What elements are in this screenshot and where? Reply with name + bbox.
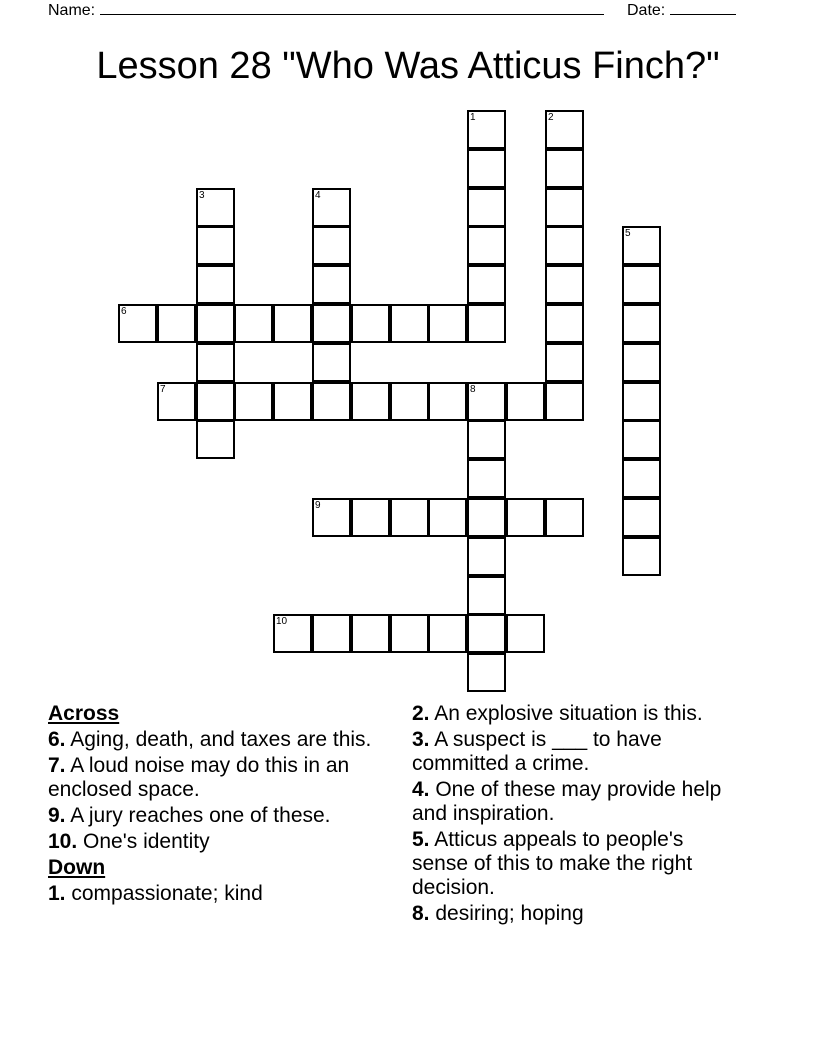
clue-text: desiring; hoping	[429, 902, 584, 925]
grid-cell[interactable]	[506, 498, 545, 537]
grid-cell[interactable]	[196, 265, 235, 304]
grid-cell[interactable]	[390, 382, 429, 421]
clue-text: A suspect is ___ to have committed a crime.	[412, 728, 662, 775]
grid-cell[interactable]	[467, 653, 506, 692]
grid-cell[interactable]	[506, 614, 545, 653]
grid-cell[interactable]	[196, 188, 235, 227]
grid-cell[interactable]	[312, 226, 351, 265]
grid-cell[interactable]	[428, 614, 467, 653]
grid-cell[interactable]	[467, 576, 506, 615]
cell-number: 2	[548, 112, 554, 123]
clue-text: A loud noise may do this in an enclosed space.	[48, 754, 350, 801]
grid-cell[interactable]	[545, 188, 584, 227]
grid-cell[interactable]	[312, 304, 351, 343]
grid-cell[interactable]	[545, 149, 584, 188]
grid-cell[interactable]	[467, 265, 506, 304]
grid-cell[interactable]	[351, 614, 390, 653]
grid-cell[interactable]	[390, 614, 429, 653]
clue-number: 2.	[412, 702, 430, 725]
clue-down-3	[412, 728, 742, 776]
clue-text: One's identity	[77, 830, 210, 853]
clue-text: One of these may provide help and inspiration.	[412, 778, 722, 825]
grid-cell[interactable]	[622, 265, 661, 304]
grid-cell[interactable]	[545, 110, 584, 149]
cell-number: 9	[315, 500, 321, 511]
page-title: Lesson 28 "Who Was Atticus Finch?"	[96, 45, 720, 87]
grid-cell[interactable]	[196, 226, 235, 265]
clues-right-column	[412, 702, 742, 928]
grid-cell[interactable]	[545, 265, 584, 304]
grid-cell[interactable]	[118, 304, 157, 343]
grid-cell[interactable]	[390, 498, 429, 537]
grid-cell[interactable]	[157, 304, 196, 343]
cell-number: 3	[199, 190, 205, 201]
grid-cell[interactable]	[351, 498, 390, 537]
grid-cell[interactable]	[196, 343, 235, 382]
cell-number: 7	[160, 384, 166, 395]
grid-cell[interactable]	[467, 149, 506, 188]
clue-down-2	[412, 702, 742, 726]
grid-cell[interactable]	[506, 382, 545, 421]
cell-number: 8	[470, 384, 476, 395]
grid-cell[interactable]	[273, 614, 312, 653]
grid-cell[interactable]	[428, 304, 467, 343]
clue-text: Atticus appeals to people's sense of this to make the right decision.	[412, 828, 693, 899]
grid-cell[interactable]	[312, 188, 351, 227]
grid-cell[interactable]	[622, 498, 661, 537]
grid-cell[interactable]	[312, 498, 351, 537]
clue-text: compassionate; kind	[65, 882, 263, 905]
grid-cell[interactable]	[467, 226, 506, 265]
grid-cell[interactable]	[196, 420, 235, 459]
grid-cell[interactable]	[273, 304, 312, 343]
clue-number: 6.	[48, 728, 66, 751]
cell-number: 4	[315, 190, 321, 201]
grid-cell[interactable]	[312, 614, 351, 653]
cell-number: 1	[470, 112, 476, 123]
grid-cell[interactable]	[312, 265, 351, 304]
clue-number: 5.	[412, 828, 430, 851]
clue-down-1	[48, 882, 378, 906]
grid-cell[interactable]	[622, 537, 661, 576]
clue-number: 4.	[412, 778, 430, 801]
grid-cell[interactable]	[312, 343, 351, 382]
grid-cell[interactable]	[467, 498, 506, 537]
clue-number: 10.	[48, 830, 78, 853]
grid-cell[interactable]	[545, 498, 584, 537]
grid-cell[interactable]	[467, 382, 506, 421]
cell-number: 10	[276, 616, 288, 627]
clue-text: An explosive situation is this.	[429, 702, 703, 725]
clues-left-column	[48, 702, 378, 908]
grid-cell[interactable]	[545, 382, 584, 421]
grid-cell[interactable]	[428, 382, 467, 421]
grid-cell[interactable]	[234, 382, 273, 421]
grid-cell[interactable]	[351, 382, 390, 421]
clue-number: 9.	[48, 804, 66, 827]
down-heading: Down	[48, 856, 106, 879]
clue-number: 8.	[412, 902, 430, 925]
grid-cell[interactable]	[622, 226, 661, 265]
grid-cell[interactable]	[467, 304, 506, 343]
grid-cell[interactable]	[622, 382, 661, 421]
grid-cell[interactable]	[467, 110, 506, 149]
grid-cell[interactable]	[622, 304, 661, 343]
clue-down-4	[412, 778, 742, 826]
clue-text: A jury reaches one of these.	[65, 804, 331, 827]
clue-down-8	[412, 902, 742, 926]
grid-cell[interactable]	[545, 304, 584, 343]
grid-cell[interactable]	[467, 537, 506, 576]
grid-cell[interactable]	[467, 614, 506, 653]
clue-across-7	[48, 754, 378, 802]
grid-cell[interactable]	[390, 304, 429, 343]
grid-cell[interactable]	[545, 343, 584, 382]
grid-cell[interactable]	[622, 459, 661, 498]
clue-number: 3.	[412, 728, 430, 751]
grid-cell[interactable]	[622, 420, 661, 459]
date-label: Date:	[627, 2, 666, 19]
clue-across-9	[48, 804, 378, 828]
clue-across-6	[48, 728, 378, 752]
grid-cell[interactable]	[312, 382, 351, 421]
grid-cell[interactable]	[234, 304, 273, 343]
grid-cell[interactable]	[467, 459, 506, 498]
grid-cell[interactable]	[467, 188, 506, 227]
cell-number: 5	[625, 228, 631, 239]
grid-cell[interactable]	[467, 420, 506, 459]
grid-cell[interactable]	[622, 343, 661, 382]
grid-cell[interactable]	[428, 498, 467, 537]
cell-number: 6	[121, 306, 127, 317]
grid-cell[interactable]	[545, 226, 584, 265]
grid-cell[interactable]	[351, 304, 390, 343]
grid-cell[interactable]	[196, 382, 235, 421]
clue-text: Aging, death, and taxes are this.	[65, 728, 372, 751]
grid-cell[interactable]	[157, 382, 196, 421]
grid-cell[interactable]	[196, 304, 235, 343]
clue-down-5	[412, 828, 742, 900]
clue-across-10	[48, 830, 378, 854]
across-heading: Across	[48, 702, 120, 725]
clue-number: 1.	[48, 882, 66, 905]
grid-cell[interactable]	[273, 382, 312, 421]
clue-number: 7.	[48, 754, 66, 777]
name-label: Name:	[48, 2, 96, 19]
